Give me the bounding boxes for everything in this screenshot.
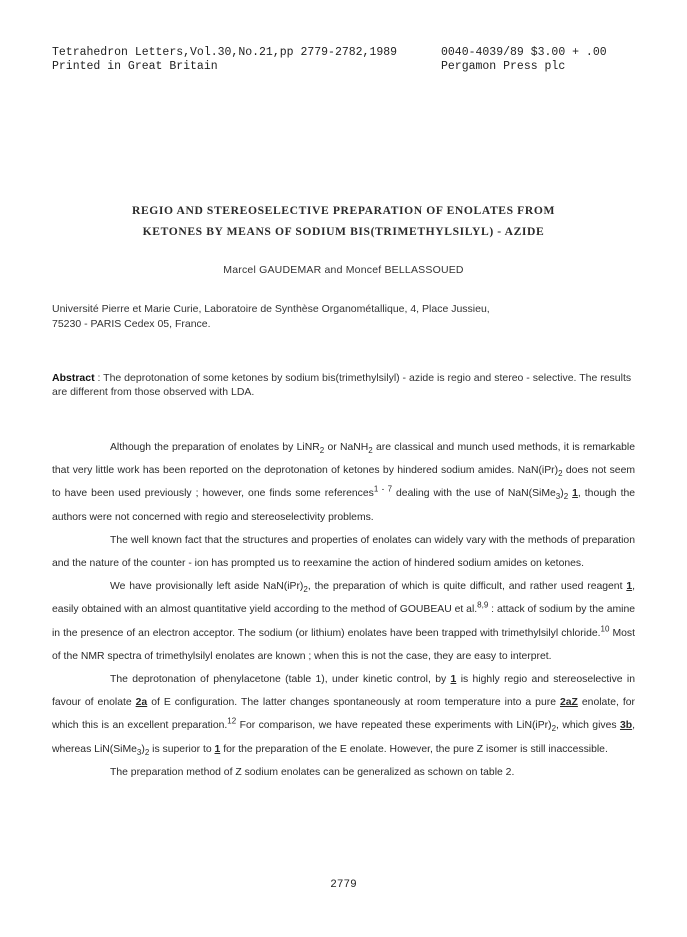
- compound-ref: 2a: [135, 697, 148, 709]
- publisher: Pergamon Press plc: [441, 60, 566, 73]
- compound-ref: 1: [450, 674, 457, 686]
- journal-citation: Tetrahedron Letters,Vol.30,No.21,pp 2779-2782,1989: [52, 46, 398, 59]
- compound-ref: 1: [626, 581, 633, 593]
- paragraph-2: The well known fact that the structures and properties of enolates can widely vary with the methods of preparation and the nature of the counter - ion has prompted us to reexamine the action of hindered sodium amides on ketones.: [52, 534, 635, 570]
- compound-ref: 3b: [619, 720, 633, 732]
- paragraph-1: Although the preparation of enolates by LiNR$_2$ or NaNH$_2$ are classical and munch used methods, it is remarkable that very little work has been reported on the deprotonation of ketones by hindered sodium amides. $NaN(iPr)_2$ does not seem to have been used previously ; however, one finds some references$^{1 - 7}$ dealing with the use of $NaN(SiMe_3)_2$ 1, though the authors were not concerned with regio and stereoselectivity problems.: [52, 442, 636, 523]
- abstract: [52, 371, 632, 399]
- paragraph-5: The preparation method of Z sodium enolates can be generalized as schown on table 2.: [110, 766, 515, 778]
- paper-title-line-1: REGIO AND STEREOSELECTIVE PREPARATION OF ENOLATES FROM: [132, 204, 555, 217]
- abstract-label: Abstract: [52, 372, 95, 384]
- affiliation-line-1: Université Pierre et Marie Curie, Laboratoire de Synthèse Organométallique, 4, Place Jussieu,: [52, 303, 490, 315]
- page-number: 2779: [330, 879, 357, 891]
- authors: Marcel GAUDEMAR and Moncef BELLASSOUED: [223, 264, 464, 276]
- paragraph-3: We have provisionally left aside $NaN(iPr)_2$, the preparation of which is quite difficult, and rather used reagent 1, easily obtained with an almost quantitative yield according to the method of GOUBEAU et al.$^{8,9}$ : attack of sodium by the amine in the presence of an electron acceptor. The sodium (or lithium) enolates have been trapped with trimethylsilyl chloride.$^{10}$ Most of the NMR spectra of trimethylsilyl enolates are known ; when this is not the case, they are easy to interpret.: [52, 581, 636, 662]
- abstract-text: : The deprotonation of some ketones by sodium bis(trimethylsilyl) - azide is regio and stereo - selective. The results are different from those observed with LDA.: [52, 372, 632, 398]
- paragraph-4: The deprotonation of phenylacetone (table 1), under kinetic control, by 1 is highly regio and stereoselective in favour of enolate 2a of E configuration. The latter changes spontaneously at room temperature into a pure 2aZ enolate, for which this is an excellent preparation.$^{12}$ For comparison, we have repeated these experiments with $LiN(iPr)_2$, which gives 3b, whereas $LiN(SiMe_3)_2$ is superior to 1 for the preparation of the E enolate. However, the pure Z isomer is still inaccessible.: [52, 674, 635, 757]
- issn-price: 0040-4039/89 $3.00 + .00: [441, 46, 607, 59]
- printed-in: Printed in Great Britain: [52, 60, 218, 73]
- body-text: [52, 436, 635, 784]
- compound-ref: 2aZ: [559, 697, 578, 709]
- affiliation-line-2: 75230 - PARIS Cedex 05, France.: [52, 318, 211, 330]
- compound-ref: 1: [572, 488, 578, 500]
- paper-title-line-2: KETONES BY MEANS OF SODIUM BIS(TRIMETHYLSILYL) - AZIDE: [142, 225, 545, 238]
- compound-ref: 1: [214, 743, 221, 755]
